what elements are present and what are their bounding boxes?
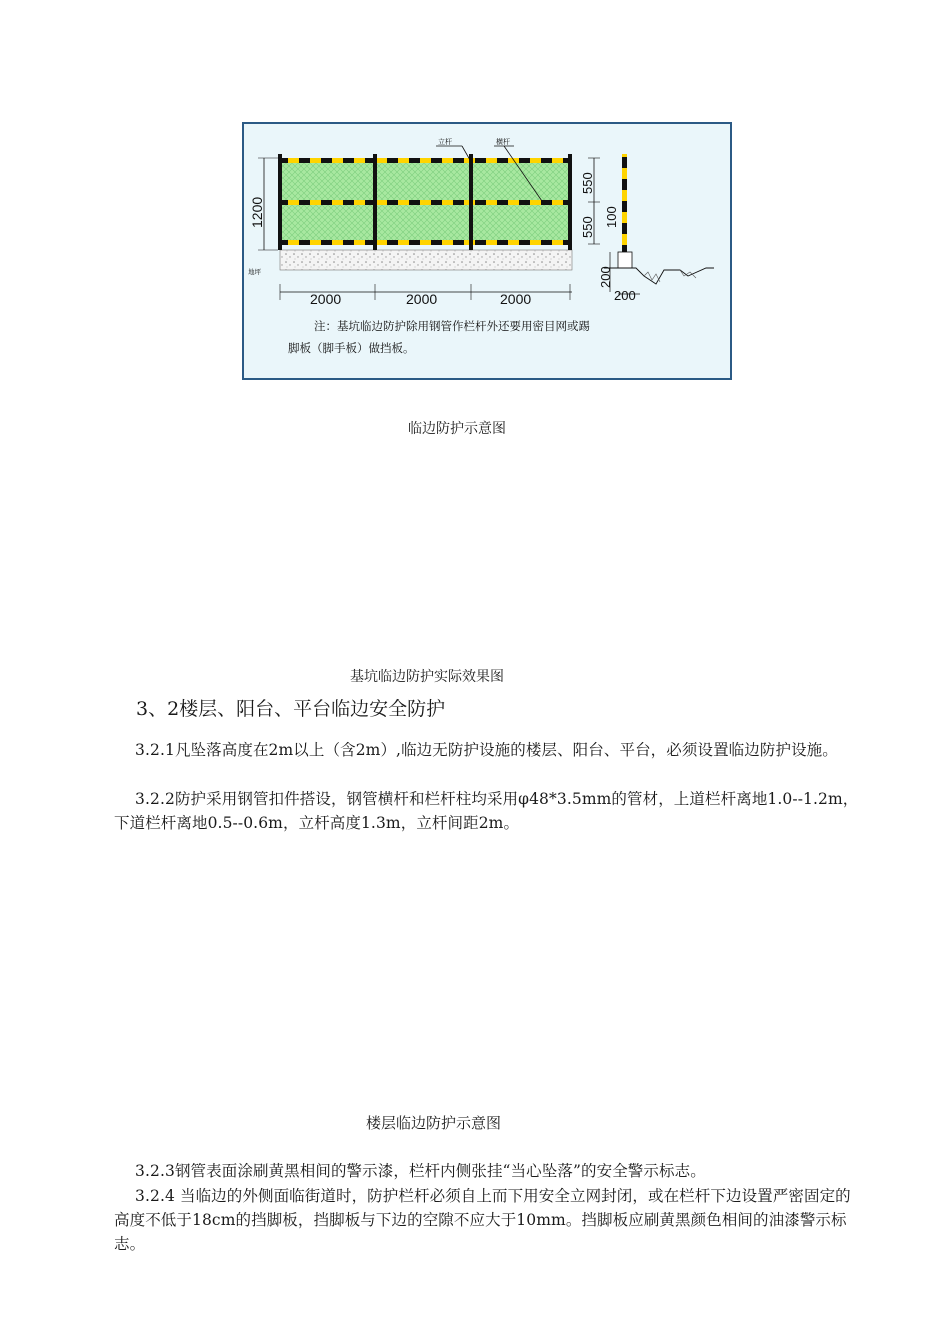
post (278, 154, 282, 250)
pit-edge (604, 268, 714, 284)
figure-note-line-1: 注：基坑临边防护除用钢管作栏杆外还要用密目网或踢 (314, 319, 590, 333)
section-heading: 3、2楼层、阳台、平台临边安全防护 (136, 698, 446, 720)
dim-lower-gap: 550 (580, 216, 595, 238)
middle-rail (280, 200, 572, 205)
side-footing (618, 252, 632, 268)
paragraph-3-2-3: 3.2.3钢管表面涂刷黄黑相间的警示漆，栏杆内侧张挂“当心坠落”的安全警示标志。 (135, 1162, 706, 1180)
ground-base (280, 250, 572, 270)
paragraph-3-2-4: 3.2.4 当临边的外侧面临街道时，防护栏杆必须自上而下用安全立网封闭，或在栏杆下边设置严密固定的高度不低于18cm的挡脚板，挡脚板与下边的空隙不应大于10mm。挡脚板应刷黄黑颜色相间的油漆警示标志。 (114, 1187, 851, 1253)
post (568, 154, 572, 250)
dim-base-height: 200 (598, 266, 613, 288)
post-label: 立杆 (438, 138, 452, 146)
caption-figure-2: 基坑临边防护实际效果图 (350, 669, 504, 685)
guardrail-diagram (242, 122, 732, 380)
dim-span-3: 2000 (500, 291, 532, 307)
guardrail-drawing (244, 124, 734, 382)
dim-toe-gap: 100 (604, 206, 619, 228)
post (373, 154, 377, 250)
dim-span-1: 2000 (310, 291, 342, 307)
side-post (622, 154, 627, 254)
ground-label: 地坪 (248, 268, 261, 276)
caption-figure-3: 楼层临边防护示意图 (366, 1114, 502, 1132)
dim-height: 1200 (249, 196, 265, 228)
paragraph-3-2-1: 3.2.1凡坠落高度在2m以上（含2m）,临边无防护设施的楼层、阳台、平台，必须设置临边防护设施。 (135, 741, 838, 759)
top-rail (280, 158, 572, 163)
bottom-rail (280, 240, 572, 245)
figure-note-line-2: 脚板（脚手板）做挡板。 (288, 341, 415, 355)
caption-figure-1: 临边防护示意图 (408, 421, 506, 437)
dim-span-2: 2000 (406, 291, 438, 307)
paragraph-3-2-2: 3.2.2防护采用钢管扣件搭设，钢管横杆和栏杆柱均采用φ48*3.5mm的管材，上道栏杆离地1.0--1.2m，下道栏杆离地0.5--0.6m，立杆高度1.3m，立杆间距2m。 (114, 790, 859, 832)
dim-base-width: 200 (614, 288, 636, 303)
rail-label: 横杆 (496, 138, 510, 146)
dim-upper-gap: 550 (580, 172, 595, 194)
post (469, 154, 473, 250)
